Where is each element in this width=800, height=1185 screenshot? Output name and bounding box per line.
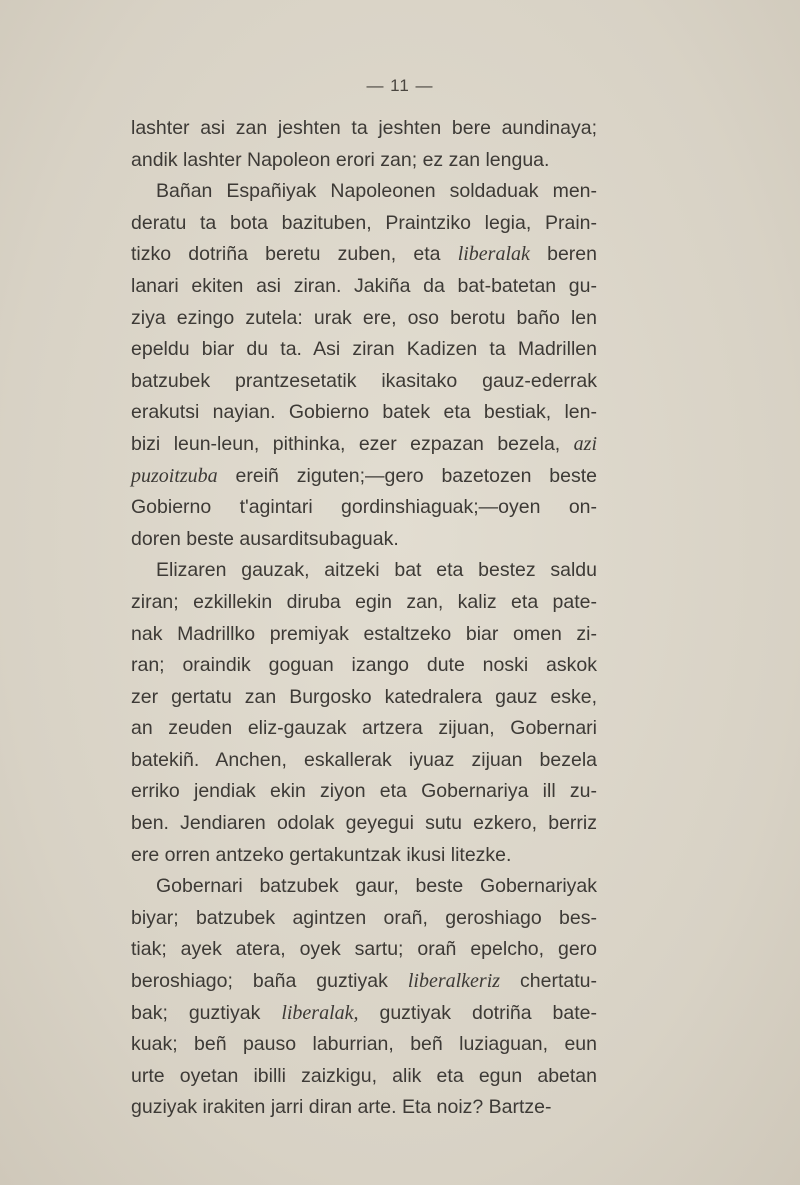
text-span: Gobierno t'agintari gordinshiaguak;—oyen on-: [131, 496, 597, 519]
text-line: [131, 776, 597, 808]
text-span: guziyak irakiten jarri diran arte. Eta noiz? Bartze-: [131, 1096, 552, 1119]
text-line: [131, 934, 597, 966]
text-line: [131, 461, 597, 493]
text-span: guztiyak dotriña bate-: [358, 1001, 598, 1024]
page-number: — 11 —: [366, 76, 434, 95]
text-span: beren: [529, 243, 597, 266]
text-span: ere orren antzeko gertakuntzak ikusi litezke.: [131, 843, 512, 866]
text-span: epeldu biar du ta. Asi ziran Kadizen ta Madrillen: [131, 338, 597, 361]
text-line: [131, 524, 597, 556]
text-span: lanari ekiten asi ziran. Jakiña da bat-batetan gu-: [131, 274, 597, 297]
text-span: Gobernari batzubek gaur, beste Gobernariyak: [156, 875, 597, 898]
body-text: [131, 113, 597, 1124]
text-span: ereiñ ziguten;—gero bazetozen beste: [217, 464, 597, 487]
text-span: urte oyetan ibilli zaizkigu, alik eta egun abetan: [131, 1064, 597, 1087]
text-line: [131, 808, 597, 840]
italic-text-span: azi: [573, 432, 597, 455]
text-line: [131, 366, 597, 398]
text-span: tiak; ayek atera, oyek sartu; orañ epelcho, gero: [131, 938, 597, 961]
text-line: [131, 208, 597, 240]
text-span: erakutsi nayian. Gobierno batek eta bestiak, len-: [131, 401, 597, 424]
text-line: [131, 682, 597, 714]
text-span: beroshiago; baña guztiyak: [131, 970, 408, 993]
text-line: [131, 239, 597, 271]
italic-text-span: liberalak: [457, 243, 530, 266]
text-line: [131, 745, 597, 777]
italic-text-span: puzoitzuba: [131, 464, 218, 487]
text-span: biyar; batzubek agintzen orañ, geroshiago bes-: [131, 906, 597, 929]
text-span: kuak; beñ pauso laburrian, beñ luziaguan, eun: [131, 1033, 597, 1056]
text-span: nak Madrillko premiyak estaltzeko biar omen zi-: [131, 622, 597, 645]
text-span: batzubek prantzesetatik ikasitako gauz-ederrak: [131, 369, 597, 392]
text-span: ran; oraindik goguan izango dute noski askok: [131, 654, 597, 677]
text-line: [131, 713, 597, 745]
italic-text-span: liberalak,: [281, 1001, 359, 1024]
text-line: [131, 1092, 597, 1124]
text-span: lashter asi zan jeshten ta jeshten bere aundinaya;: [131, 117, 597, 139]
text-line: [131, 429, 597, 461]
text-line: [131, 334, 597, 366]
text-span: ben. Jendiaren odolak geyegui sutu ezkero, berriz: [131, 812, 597, 835]
text-line: [131, 113, 597, 145]
text-span: an zeuden eliz-gauzak artzera zijuan, Gobernari: [131, 717, 597, 740]
text-span: chertatu-: [500, 970, 597, 993]
text-line: [131, 1029, 597, 1061]
text-line: [131, 555, 597, 587]
text-span: bizi leun-leun, pithinka, ezer ezpazan bezela,: [131, 432, 574, 455]
text-line: [131, 998, 597, 1030]
text-span: bak; guztiyak: [131, 1001, 282, 1024]
text-line: [131, 587, 597, 619]
text-span: ziran; ezkillekin diruba egin zan, kaliz eta pate-: [131, 590, 597, 613]
italic-text-span: liberalkeriz: [407, 970, 501, 993]
text-span: Bañan Españiyak Napoleonen soldaduak men-: [156, 180, 597, 203]
text-line: [131, 397, 597, 429]
text-line: [131, 871, 597, 903]
text-line: [131, 145, 597, 177]
text-line: [131, 271, 597, 303]
text-line: [131, 176, 597, 208]
text-line: [131, 1061, 597, 1093]
text-line: [131, 650, 597, 682]
text-span: erriko jendiak ekin ziyon eta Gobernariya ill zu-: [131, 780, 597, 803]
text-span: zer gertatu zan Burgosko katedralera gauz eske,: [131, 685, 597, 708]
text-span: Elizaren gauzak, aitzeki bat eta bestez saldu: [156, 559, 597, 582]
text-span: deratu ta bota bazituben, Praintziko legia, Prain-: [131, 211, 597, 234]
text-line: [131, 903, 597, 935]
text-span: batekiñ. Anchen, eskallerak iyuaz zijuan bezela: [131, 748, 597, 771]
text-span: tizko dotriña beretu zuben, eta: [131, 243, 458, 266]
text-line: [131, 303, 597, 335]
text-span: ziya ezingo zutela: urak ere, oso berotu baño len: [131, 306, 597, 329]
text-line: [131, 492, 597, 524]
text-line: [131, 966, 597, 998]
text-span: andik lashter Napoleon erori zan; ez zan lengua.: [131, 148, 550, 171]
text-line: [131, 619, 597, 651]
text-line: [131, 840, 597, 872]
text-span: doren beste ausarditsubaguak.: [131, 527, 399, 550]
